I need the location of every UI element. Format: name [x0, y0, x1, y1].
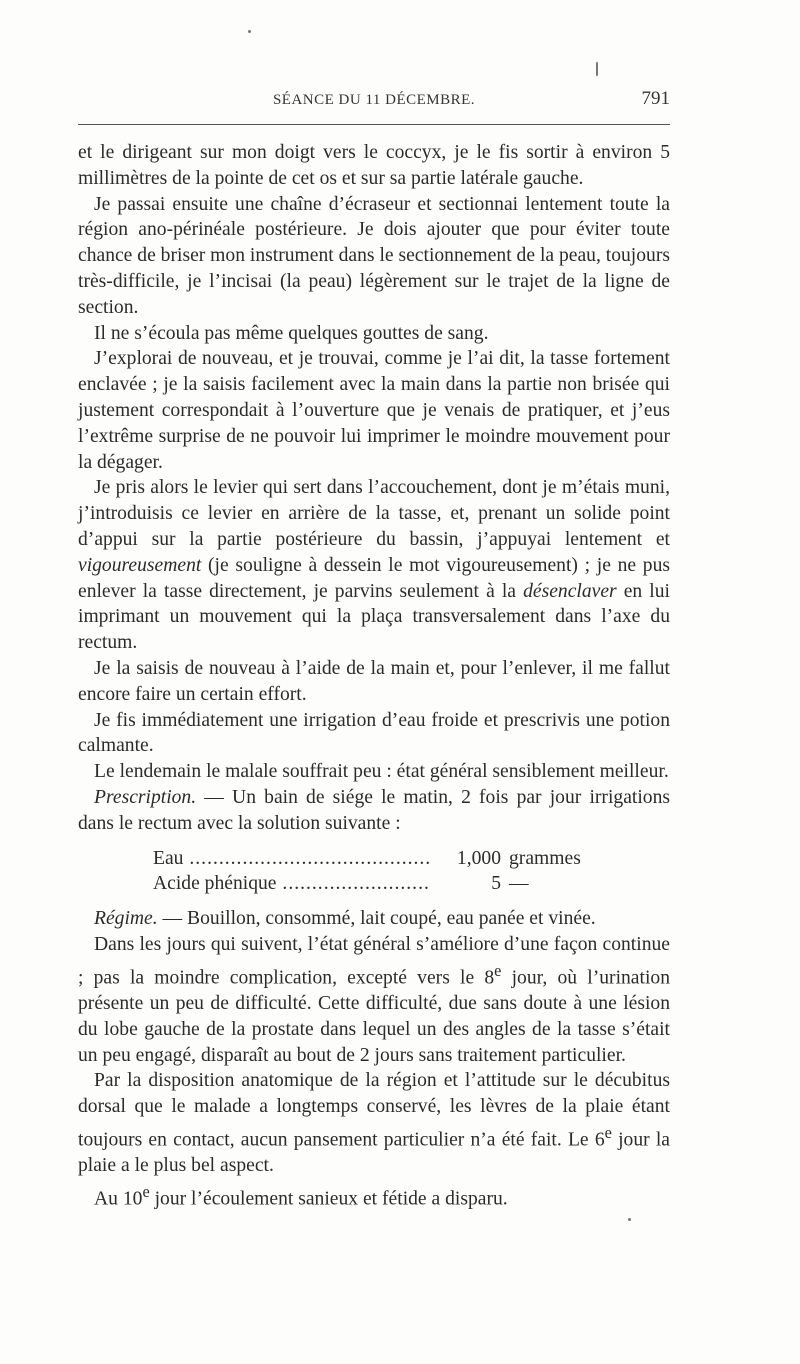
superscript: e — [494, 960, 502, 980]
text-run: Par la disposition anatomique de la région et l’attitude sur le décubitus dorsal que le malade a longtemps conservé, les lèvres de la plaie étant toujours en contact, aucun pansement particulier n’a été fait. Le 6 — [78, 1070, 670, 1151]
scan-speck — [596, 62, 598, 76]
prescription-formula — [78, 846, 670, 898]
text-run: en lui imprimant un mouvement qui la plaça transversalement dans l’axe du rectum. — [78, 580, 670, 654]
body-text — [78, 140, 670, 1212]
paragraph: J’explorai de nouveau, et je trouvai, comme je l’ai dit, la tasse fortement enclavée ; je la saisis facilement avec la main dans la partie non brisée qui justement correspondait à l’ouverture que je venais de pratiquer, et j’eus l’extrême surprise de ne pouvoir lui imprimer le moindre mouvement pour la dégager. — [78, 348, 670, 473]
ingredient-unit: grammes — [509, 847, 581, 869]
paragraph — [78, 475, 670, 656]
paragraph: Le lendemain le malale souffrait peu : état général sensiblement meilleur. — [94, 761, 669, 783]
text-run: Je pris alors le levier qui sert dans l’accouchement, dont je m’étais muni, j’introduisis ce levier en arrière de la tasse, et, prenant un solide point d’appui sur la partie postérieure du bassin, j’appuyai lentement et — [78, 477, 670, 550]
section-label: Régime. — [94, 908, 158, 930]
paragraph: Il ne s’écoula pas même quelques gouttes de sang. — [94, 322, 489, 344]
page-number: 791 — [641, 88, 670, 109]
paragraph — [78, 932, 670, 1069]
paragraph: Je la saisis de nouveau à l’aide de la main et, pour l’enlever, il me fallut encore faire un certain effort. — [78, 657, 670, 705]
text-run: Au 10 — [94, 1188, 143, 1210]
text-run: — Un bain de siége le matin, 2 fois par jour irrigations dans le rectum avec la solution suivante : — [78, 786, 670, 834]
section-label: Prescription. — [94, 786, 197, 808]
text-run: (je souligne à dessein le mot vigoureusement) ; je ne pus enlever la tasse directement, je parvins seulement à la — [78, 554, 670, 602]
text-run: jour la plaie a le plus bel aspect. — [78, 1129, 670, 1177]
text-run: Dans les jours qui suivent, l’état général s’améliore d’une façon continue ; pas la moindre complication, excepté vers le 8 — [78, 933, 670, 989]
paragraph: Je passai ensuite une chaîne d’écraseur et sectionnai lentement toute la région ano-périnéale postérieure. Je dois ajouter que pour éviter toute chance de briser mon instrument dans le sectionnement de la peau, toujours très-difficile, je l’incisai (la peau) légèrement sur le trajet de la ligne de section. — [78, 193, 670, 318]
emphasis: vigoureusement — [78, 554, 202, 576]
ingredient-name: Eau ..... — [153, 846, 431, 872]
superscript: e — [604, 1123, 612, 1143]
ingredient-name: Acide phénique ..... — [153, 871, 431, 897]
ingredient-quantity: 1,000 — [456, 847, 501, 869]
text-run: jour l’écoulement sanieux et fétide a disparu. — [149, 1188, 508, 1210]
formula-row — [78, 871, 670, 897]
header-rule — [78, 124, 670, 125]
paragraph — [78, 1179, 670, 1212]
ingredient-unit: — — [509, 873, 529, 895]
paragraph: Je fis immédiatement une irrigation d’eau froide et prescrivis une potion calmante. — [78, 709, 670, 757]
text-run: — Bouillon, consommé, lait coupé, eau panée et vinée. — [157, 908, 596, 930]
scan-speck — [248, 30, 251, 33]
emphasis: désenclaver — [523, 580, 617, 602]
paragraph — [78, 785, 670, 837]
paragraph — [78, 906, 670, 932]
text-run: jour, où l’urination présente un peu de difficulté. Cette difficulté, due sans doute à une lésion du lobe gauche de la prostate dans lequel un des angles de la tasse s’était un peu engagé, disparaît au bout de 2 jours sans traitement particulier. — [78, 967, 670, 1066]
superscript: e — [142, 1182, 150, 1202]
formula-row — [78, 846, 670, 872]
running-head: SÉANCE DU 11 DÉCEMBRE. — [272, 92, 476, 108]
ingredient-quantity: 5 — [491, 873, 501, 895]
paragraph — [78, 1068, 670, 1179]
paragraph: et le dirigeant sur mon doigt vers le coccyx, je le fis sortir à environ 5 millimètres de la pointe de cet os et sur sa partie latérale gauche. — [78, 142, 670, 189]
scan-speck — [628, 1218, 631, 1221]
page-header — [78, 88, 670, 114]
